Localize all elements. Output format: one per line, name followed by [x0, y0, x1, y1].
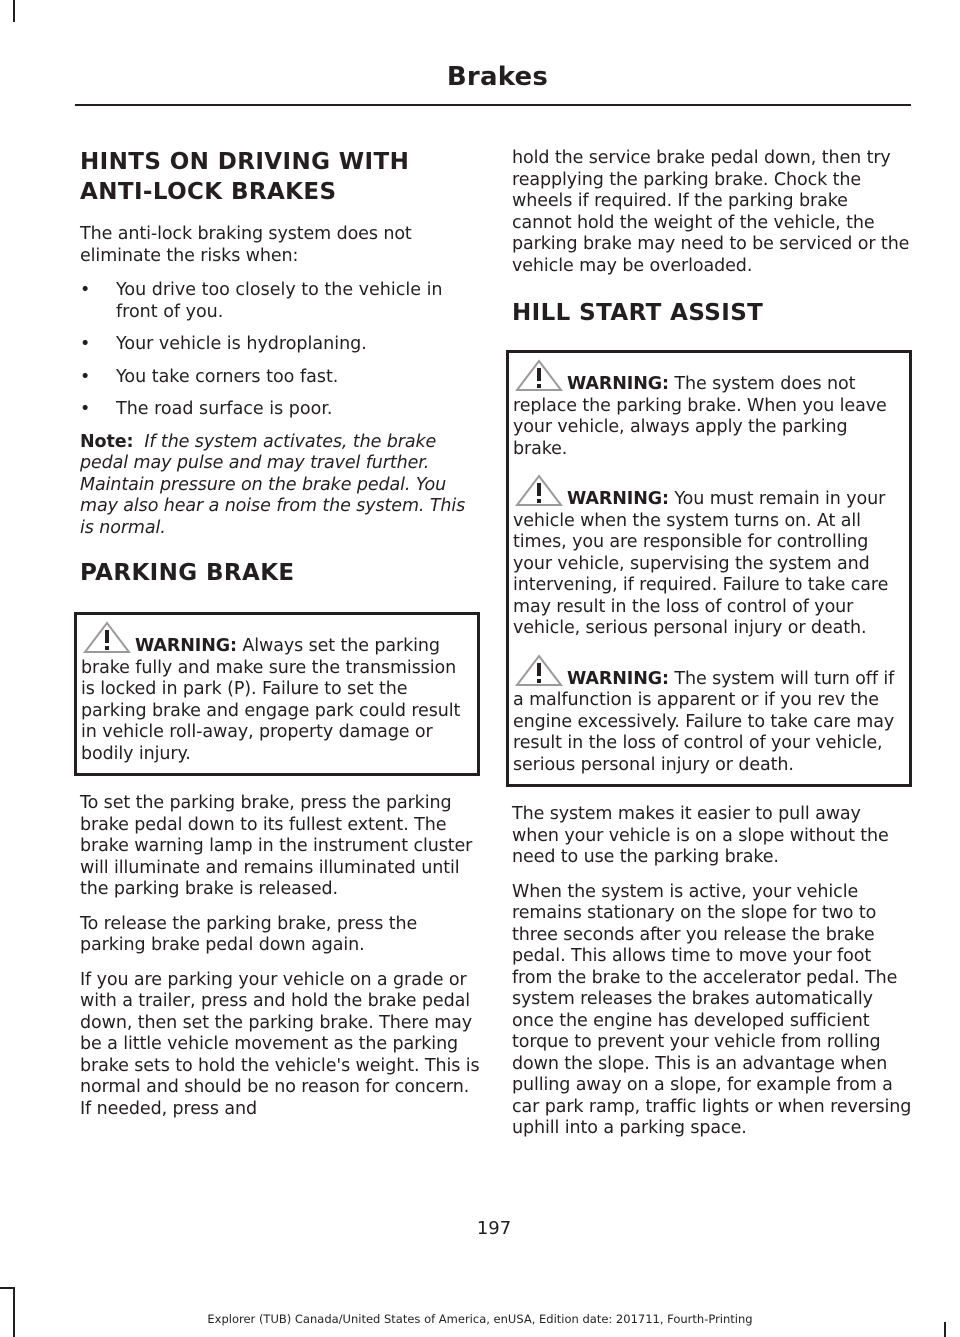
list-item: • You drive too closely to the vehicle in front of you.	[80, 280, 443, 322]
warning-triangle-icon	[515, 474, 563, 506]
footer-edition-info: Explorer (TUB) Canada/United States of America, enUSA, Edition date: 201711, Fourth-Printing	[207, 1312, 753, 1326]
crop-mark-bottom-left-h	[0, 1287, 15, 1289]
crop-mark-top-left	[13, 0, 15, 22]
warning-paragraph: WARNING: Always set the parking brake fully and make sure the transmission is locked in park (P). Failure to set the parking brake and engage park could result in vehicle roll-away, property damage or bodily injury.	[81, 621, 473, 765]
page-number: 197	[476, 1218, 512, 1239]
list-item: • The road surface is poor.	[80, 399, 333, 419]
hill-start-assist-heading: HILL START ASSIST	[512, 300, 764, 326]
paragraph: To set the parking brake, press the parking brake pedal down to its fullest extent. The brake warning lamp in the instrument cluster will illuminate and remains illuminated until the parking brake is released.	[80, 793, 473, 899]
header-title: Brakes	[446, 62, 548, 92]
hints-heading: HINTS ON DRIVING WITH ANTI-LOCK BRAKES	[80, 149, 410, 205]
right-column	[512, 148, 912, 1153]
warning-triangle-icon	[515, 359, 563, 391]
list-item: • Your vehicle is hydroplaning.	[80, 334, 367, 354]
list-item: • You take corners too fast.	[80, 366, 339, 387]
paragraph: When the system is active, your vehicle remains stationary on the slope for two to three seconds after you release the brake pedal. This allows time to move your foot from the brake to the accelerator pedal. The system releases the brakes automatically once the engine has developed sufficient torque to prevent your vehicle from rolling down the slope. This is an advantage when pulling away on a slope, for example from a car park ramp, traffic lights or when reversing uphill into a parking space.	[512, 881, 912, 1138]
paragraph: To release the parking brake, press the parking brake pedal down again.	[80, 913, 418, 955]
warning-triangle-icon	[83, 621, 131, 653]
warning-triangle-icon	[515, 654, 563, 686]
note: Note: If the system activates, the brake pedal may pulse and may travel further. Maintain pressure on the brake pedal. You may also hear a noise from the system. This is normal.	[80, 431, 466, 538]
parking-warning-box	[74, 612, 480, 776]
hints-list	[80, 280, 480, 421]
parking-brake-heading: PARKING BRAKE	[80, 560, 295, 586]
warning-paragraph: WARNING: You must remain in your vehicle when the system turns on. At all times, you are responsible for controlling your vehicle, supervising the system and intervening, if required. Failure to take care may result in the loss of control of your vehicle, serious personal injury or death.	[513, 474, 905, 640]
paragraph: If you are parking your vehicle on a grade or with a trailer, press and hold the brake pedal down, then set the parking brake. There may be a little vehicle movement as the parking brake sets to hold the vehicle's weight. This is normal and should be no reason for concern. If needed, press and	[80, 969, 480, 1119]
header-rule	[75, 104, 911, 106]
left-column	[80, 140, 480, 1133]
paragraph: The system makes it easier to pull away when your vehicle is on a slope without the need to use the parking brake.	[512, 804, 889, 867]
hints-intro: The anti-lock braking system does not eliminate the risks when:	[80, 224, 412, 266]
warning-paragraph: WARNING: The system does not replace the parking brake. When you leave your vehicle, always apply the parking brake.	[513, 359, 905, 460]
hill-warning-box	[506, 350, 912, 787]
warning-paragraph: WARNING: The system will turn off if a malfunction is apparent or if you rev the engine excessively. Failure to take care may result in the loss of control of your vehicle, serious personal injury or death.	[513, 654, 905, 777]
paragraph: hold the service brake pedal down, then try reapplying the parking brake. Chock the wheels if required. If the parking brake cannot hold the weight of the vehicle, the parking brake may need to be serviced or the vehicle may be overloaded.	[512, 148, 910, 276]
